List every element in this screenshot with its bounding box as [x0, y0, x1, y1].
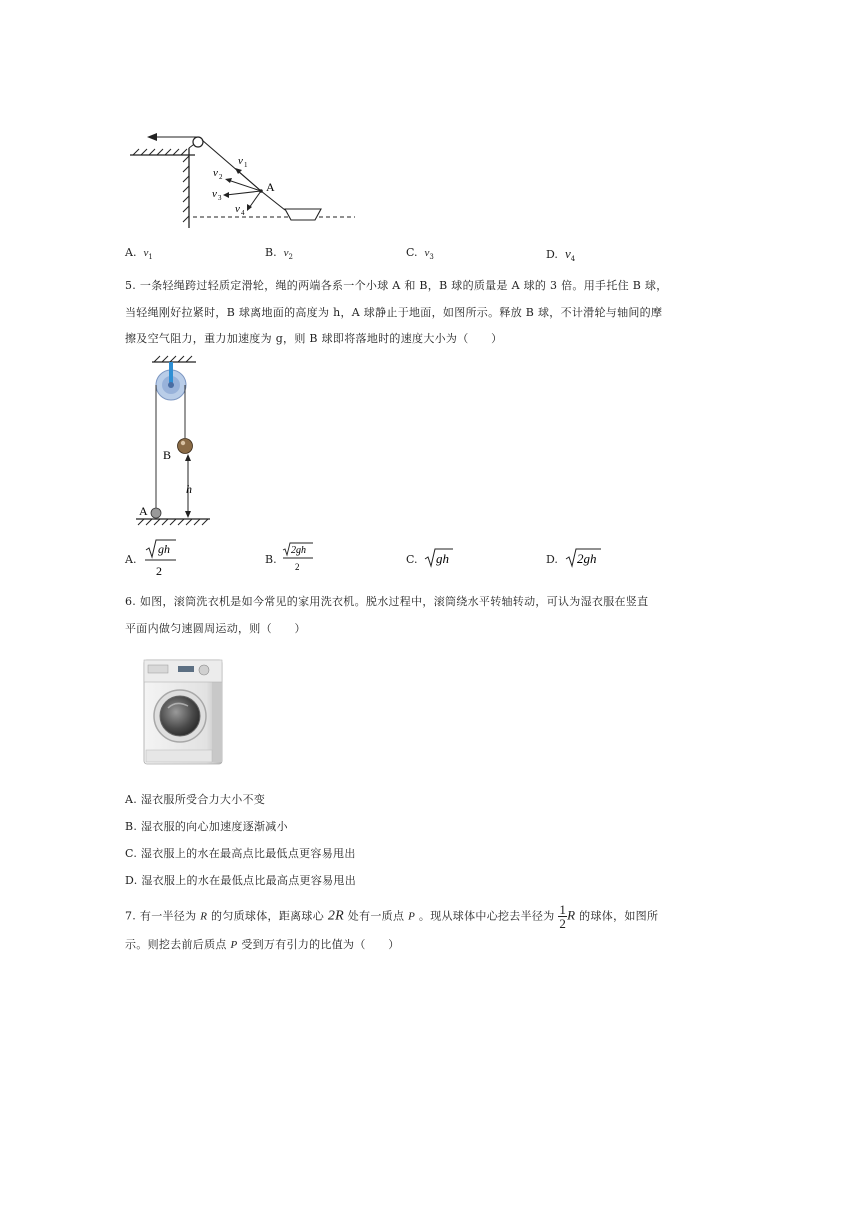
- q5-option-c-expr: gh: [436, 551, 449, 566]
- q7-point-p: P: [408, 910, 416, 923]
- v1-label: v: [238, 155, 243, 167]
- q4-option-c: [406, 246, 434, 261]
- q6-text-line2: 平面内做匀速圆周运动，则（ ）: [125, 622, 306, 635]
- q7-part5: 的球体，如图所: [579, 909, 659, 923]
- q5-option-c-prefix: C.: [406, 553, 418, 566]
- q7-point-p2: P: [230, 939, 238, 951]
- q5-option-a-denominator: 2: [156, 564, 162, 578]
- q5-option-b-numerator: 2gh: [291, 545, 306, 556]
- q7-fraction-numerator: 1: [559, 902, 567, 917]
- q5-option-b-prefix: B.: [265, 553, 277, 566]
- q5-option-a-numerator: gh: [158, 542, 170, 556]
- q5-option-d-expr: 2gh: [577, 551, 597, 566]
- q6-option-a: A. 湿衣服所受合力大小不变: [125, 793, 266, 806]
- q7-part4: 。现从球体中心挖去半径为: [418, 909, 555, 923]
- q5-option-a-formula: [142, 538, 178, 578]
- v4-label: v: [235, 203, 240, 215]
- q5-option-d-prefix: D.: [546, 553, 558, 566]
- q5-text-line3: 擦及空气阻力，重力加速度为 g，则 B 球即将落地时的速度大小为（ ）: [125, 332, 503, 345]
- q4-option-d-sub: 4: [570, 255, 576, 264]
- h-label: h: [186, 482, 192, 496]
- q6-option-c: C. 湿衣服上的水在最高点比最低点更容易甩出: [125, 847, 356, 860]
- q4-option-b-sub: 2: [288, 253, 293, 262]
- q5-option-b-formula: [280, 541, 316, 575]
- q4-option-a-var: v: [143, 247, 149, 259]
- v3-subscript: 3: [218, 194, 222, 202]
- q4-option-b-prefix: B.: [265, 246, 277, 259]
- washing-machine-image: [142, 658, 227, 766]
- q7-fraction-denominator: 2: [559, 916, 567, 931]
- v3-label: v: [212, 188, 217, 200]
- q5-option-d-formula: [563, 546, 603, 570]
- point-a-label: A: [266, 180, 275, 194]
- q7-text-line2: [125, 936, 400, 952]
- q7-radius-r2: R: [567, 907, 576, 923]
- q4-option-b: [265, 246, 293, 261]
- q4-option-d-var: v: [564, 246, 571, 261]
- q4-option-c-sub: 3: [429, 253, 434, 262]
- atwood-machine-figure: [130, 352, 215, 527]
- q7-part2: 的匀质球体，距离球心: [211, 909, 325, 923]
- q5-text-line1: 5. 一条轻绳跨过轻质定滑轮，绳的两端各系一个小球 A 和 B，B 球的质量是 A 球的 3 倍。用手托住 B 球，: [125, 279, 668, 292]
- q7-distance-2r: 2R: [327, 908, 344, 924]
- q5-option-c-formula: [422, 546, 454, 570]
- q4-option-d-prefix: D.: [546, 248, 558, 261]
- ball-b-label: B: [163, 448, 172, 462]
- v2-label: v: [213, 167, 218, 179]
- q7-fraction: [558, 903, 567, 930]
- q7-part3: 处有一质点: [347, 909, 405, 923]
- q7-line2a: 示。则挖去前后质点: [125, 938, 227, 951]
- v1-subscript: 1: [244, 161, 248, 169]
- q6-option-d: D. 湿衣服上的水在最低点比最高点更容易甩出: [125, 874, 357, 887]
- v2-subscript: 2: [219, 173, 223, 181]
- q4-option-d: [546, 246, 575, 263]
- q5-option-b-denominator: 2: [295, 562, 300, 572]
- q4-option-c-var: v: [424, 247, 430, 259]
- q7-part1: 7. 有一半径为: [125, 909, 197, 923]
- q5-text-line2: 当轻绳刚好拉紧时，B 球离地面的高度为 h，A 球静止于地面，如图所示。释放 B 球，不计滑轮与轴间的摩: [125, 306, 663, 319]
- q7-text-line1: [125, 903, 658, 930]
- q7-radius-r: R: [200, 910, 208, 923]
- q6-text-line1: 6. 如图，滚筒洗衣机是如今常见的家用洗衣机。脱水过程中，滚筒绕水平转轴转动，可认为湿衣服在竖直: [125, 595, 649, 608]
- ball-a-label: A: [139, 504, 148, 518]
- q4-option-a: [125, 246, 153, 261]
- q7-line2b: 受到万有引力的比值为（ ）: [241, 938, 400, 951]
- q4-option-a-prefix: A.: [125, 246, 137, 259]
- v4-subscript: 4: [241, 209, 245, 217]
- q5-option-a-prefix: A.: [125, 553, 137, 566]
- q4-option-c-prefix: C.: [406, 246, 418, 259]
- pulley-boat-figure: [125, 128, 360, 233]
- q6-option-b: B. 湿衣服的向心加速度逐渐减小: [125, 820, 288, 833]
- q4-option-b-var: v: [283, 247, 289, 259]
- q4-option-a-sub: 1: [148, 253, 153, 262]
